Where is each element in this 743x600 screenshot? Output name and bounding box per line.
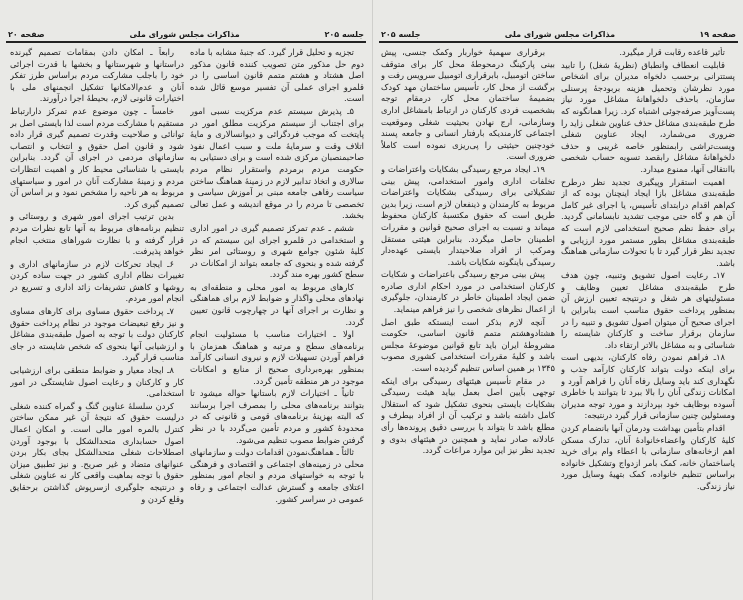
page-header [381, 28, 736, 40]
paragraph: ۵ـ پذیرش سیستم عدم مرکزیت نسبی امور برای اجتناب از سیستم مرکزیت مطلق امور در پایتخت که موجب فردگرائی و دیوانسالاری و مایۀ اتلاف وقت و سرمایۀ ملت و سبب اعمال نفوذ صاحبمنصبان مرکزی شده است و برای دستیابی به حکومت مردم برمردم واستقرار نظام مردم سالاری و اتخاذ تدابیر لازم در زمینۀ هماهنگ ساختن سیاست رفاهی جامعه مبنی بر آموزش سیاسی و تخصصی تا مردم را در موقع اندیشه و عمل تعالی بخشد. [190, 105, 364, 221]
paragraph: ۸ـ ایجاد معیار و ضوابط منطقی برای ارزشیابی کار و کارکنان و رعایت اصول شایستگی در امور استخدامی. [10, 365, 184, 399]
paragraph: ثالثاً ـ هماهنگ‌نمودن اقدامات دولت و سازمانهای محلی در زمینه‌های اجتماعی و اقتصادی و فرهنگی با توجه به خواستهای مردم و انجام امور بمنظور اعتلای جامعه و گسترش عدالت اجتماعی و رفاه عمومی در سراسر کشور. [190, 447, 364, 504]
paragraph: ۱۹ـ ایجاد مرجع رسیدگی بشکایات واعتراضات و تخلفات اداری وامور استخدامی، پیش بینی تشکیلاتی برای رسیدگی بشکایات واعتراضات مربوط به کارمندان و ذینفعان لازم است، زیرا بدین طریق است که حقوق مکتسبۀ کارکنان محفوظ میماند و نسبت به اجرای صحیح قوانین و مقررات اطمینان حاصل میگردد. بنابراین هیئتی مستقل ومرکب از افراد صلاحیتدار بایستی عهده‌دار رسیدگی باینگونه شکایات باشد. [381, 163, 555, 267]
paragraph: قابلیت انعطاف وانطباق (نظریۀ شغل) را تابید پستترانی برحسب دلخواه مدیران برای اشخاص مورد نظرشان وتحمیل هزینه بربودجۀ پرسنلی سازمان، باحذف دلخواهانۀ مشاغل مورد نیاز پست‌آویز صرفه‌جوئی اشتباه کرد. زیرا همانگونه که طرح طبقه‌بندی مشاغل حذف عناوین شغلی زاید را ضروری می‌شمارد، ایجاد عناوین شغلی وپست‌تراشی رابمنظور خاصه غریبی و حذف دلخواهانۀ مشاغل رابقصد تسویه حساب شخصی باانتقالی آنها، ممنوع میدارد. [561, 59, 735, 174]
page-number: صفحه ۱۹ [699, 29, 736, 39]
paragraph: ۷ـ پرداخت حقوق مساوی برای کارهای مساوی و نیز رفع تبعیضات موجود در نظام پرداخت حقوق کارکنان دولت با توجه به اصول طبقه‌بندی مشاغل و ارزشیابی آنها بنحوی که شخص شایسته در جای مناسب قرار گیرد. [10, 306, 184, 363]
text-column-left [381, 47, 555, 567]
paragraph: برقراری سهمیۀ خواربار وکمک جنسی، پیش بینی پارکینگ درمحوطۀ محل کار برای متوقف ساختن اتومبیل، بابرقراری اتومبیل سرویس رفت و برگشت از محل کار، تأسیس ساختمان مهد کودک بضمیمۀ ساختمان محل کار، درمقام توجه بشخصیت فردی کارکنان در ارتباط بامشاغل اداری وسازمانی، ارج نهادن بحیثیت شغلی وموقعیت اجتماعی کارمندیکه بارفتار انسانی و جامعه پسند خودچنین حیثیتی را پی‌ریزی نموده است کاملاً ضروری است. [381, 47, 555, 162]
paragraph: اقدام بتأمین بهداشت ودرمان آنها بانضمام کردن کلیۀ کارکنان واعضاءخانوادۀ آنان، تدارک مسکن اهم ازخانه‌های سازمانی با اعطاء وام برای خرید یاساختمان خانه، کمک بامر ازدواج وتشکیل خانواده براساس تنظیم خانواده، کمک بتهیۀ وسایل مورد نیاز زندگی. [561, 423, 735, 491]
page-header [8, 28, 364, 40]
paragraph: تأثیر قاعده رقابت قرار میگیرد. [619, 47, 725, 57]
session-number: جلسه ۲۰۵ [381, 29, 421, 39]
header-title: مذاکرات مجلس شورای ملی [129, 29, 240, 39]
text-column-right [190, 47, 364, 567]
header-rule [6, 41, 366, 43]
paragraph: رابعاً ـ امکان دادن بمقامات تصمیم گیرنده دراستانها و شهرستانها و بخشها با قدرت اجرائی خود را باجلب مشارکت مردم براساس طرز تفکر آنان و عدم‌الامکانها تشکیل انجمنهای ملی با اختیارات قانونی لازم، بحیطۀ اجرا درآورند. [10, 47, 184, 104]
paragraph: ۱۸ـ فراهم نمودن رفاه کارکنان، بدیهی است برای اینکه دولت بتواند کارکنان کارآمد جذب و نگهداری کند باید وسایل رفاه آنان را فراهم آورد و امکانات زندگی آنان را بالا ببرد تا بتوانند با خاطری آسوده بوظایف خود بپردازند و مورد توجه مدیران ومسئولین چنین سازمانی قرار گیرد درنتیجه: [561, 352, 735, 421]
paragraph: بدین ترتیب اجرای امور شهری و روستائی و تنظیم برنامه‌های مربوط به آنها تابع نظرات مردم قرار گرفته و با نظارت شوراهای منتخب انجام خواهد پذیرفت. [10, 211, 184, 257]
header-rule [379, 41, 738, 43]
paragraph: آنچه لازم بذکر است اینستکه طبق اصل هشتادوهشتم متمم قانون اساسی، حکومت مشروطۀ ایران باید تابع قوانین موضوعۀ مجلس باشد و کلیۀ مقررات استخدامی کشوری مصوب ۱۳۴۵ بر همین اساس تنظیم گردیده است. [381, 316, 555, 374]
paragraph: تجزیه و تحلیل قرار گیرد. که جنبۀ مشابه با ماده دوم حل مذکور متن تصویب کننده قانون مذکور اصل هشتاد و هشتم متمم قانون اساسی را در قلمرو اجرای عملی آن تفسیر موسع قائل شده است. [190, 47, 364, 104]
paragraph: ششم ـ عدم تمرکز تصمیم گیری در امور اداری و استخدامی در قلمرو اجرای این سیستم که در کلیۀ شئون جوامع شهری و روستائی امر نظر گرفته شده و بنحوی که جامعه بتواند از امکانات در سطح کشور بهره مند گردد. [190, 222, 364, 280]
text-column-right [561, 47, 735, 552]
paragraph: ثانیاً ـ اختیارات لازم باستانها حواله میشود تا بتوانند برنامه‌های محلی را بمصرف اجرا برسانند که البته بهزینۀ برنامه‌های قومی و قانونی که در محدودۀ کشور و مردم تأمین می‌گردد با در نظر گرفتن ضوابط مصوب تنظیم می‌شود. [190, 388, 364, 445]
paragraph: اهمیت استقرار وپیگیری تجدید نظر درطرح طبقه‌بندی مشاغل بازا ایجاد اینچنان بوده که از کم‌اهم اقدام درابتدای تأسیس، یا اجرای غیر کامل آن هم و گاه حتی موجب تشدید نابسامانی گردید. برای حفظ نظم صحیح استخدامی لازم است که طبقه‌بندی مشاغل بطور مستمر مورد ارزیابی و تجدید نظر قرار گیرد تا با تحولات سازمانی هماهنگ باشد. [561, 176, 735, 268]
paragraph: کردن سلسلۀ عناوین گنگ و گمراه کننده شغلی درلیست حقوق که نتیجۀ آن غیر ممکن ساختن کنترل بالمره امور مالی است. و امکان اعمال اصول حسابداری متحدالشکل با بوجود آوردن اصطلاحات شغلی متحدالشکل بجای بکار بردن عنوانهای متضاد و غیر صریح. و نیز تطبیق میزان حقوق با توجه بماهیت واقعی کار نه عناوین شغلی و درنتیجه جلوگیری ازسرپوش گذاشتن برحقایق وقلع کردن و [10, 400, 184, 504]
paragraph: خامساً ـ چون موضوع عدم تمرکز دارارتباط مستقیم با مشارکت مردم است لذا بایستی اصل بر توانائی و صلاحیت وقدرت تصمیم گیری قرار داده شود و قانون اصل حقوق و انتخاب و انتصاب سازمانهای مردمی در اجرای آن گردد. بنابراین بایستی با شناسائی محیط کار و اهمیت انتظارات مردم و زمینۀ مشارکت آنان در امور و سیاستهای مربوط به هر ناحیه را مشخص نمود و بر اساس آن تصمیم گیری کرد. [10, 105, 184, 209]
right-page [372, 0, 743, 600]
text-column-left [10, 47, 184, 567]
paragraph: در مقام تأسیس هیئتهای رسیدگی برای اینکه توجهی بآیین اصل بعمل بیاید هیئت رسیدگی بشکایات بایستی بنحوی تشکیل شود که استقلال کامل داشته باشد و ترکیب آن از افراد بیطرف و مطلع باشد تا بتواند با بررسی دقیق پرونده‌ها رأی عادلانه صادر نماید و همچنین در هیئتهای بدوی و تجدید نظر نیز این موارد مراعات گردد. [381, 375, 555, 456]
header-title: مذاکرات مجلس شورای ملی [504, 29, 616, 39]
paragraph: پیش بینی مرجع رسیدگی باعتراضات و شکایات کارکنان استخدامی در مورد احکام اداری صادره ضمن ایجاد اطمینان خاطر در کارمندان، جلوگیری از اعمال نظرهای شخصی را نیز فراهم مینماید. [381, 269, 555, 315]
session-number: جلسه ۲۰۵ [324, 29, 364, 39]
paragraph: کارهای مربوط به امور محلی و منطقه‌ای به نهادهای محلی واگذار و ضوابط لازم برای هماهنگی و نظارت بر اجرای آنها در چهارچوب قانون تعیین گردد. [190, 281, 364, 327]
paragraph: ۶ـ ایجاد تحرکات لازم در سازمانهای اداری و تغییرات نظام اداری کشور در جهت ساده کردن روشها و کاهش تشریفات زائد اداری و تسریع در انجام امور مردم. [10, 258, 184, 304]
paragraph: اولا ـ اختیارات مناسب با مسئولیت انجام برنامه‌های سطح و مرتبه و هماهنگ همزمان با فراهم آوردن تسهیلات لازم و نیروی انسانی کارآمد بمنظور بهره‌برداری صحیح از منابع و امکانات موجود در هر منطقه تأمین گردد. [190, 329, 364, 386]
paragraph: ۱۷ـ رعایت اصول تشویق وتنبیه، چون هدف طرح طبقه‌بندی مشاغل تعیین وظایف و مسئولیتهای هر شغل و درنتیجه تعیین ارزش آن بمنظور پرداخت حقوق مناسب است بنابراین با اجرای صحیح آن میتوان اصول تشویق و تنبیه را در سازمان برقرار ساخت و کارکنان شایسته را شناسائی و به مشاغل بالاتر ارتقاء داد. [561, 270, 735, 350]
page-number: صفحه ۲۰ [8, 29, 45, 39]
